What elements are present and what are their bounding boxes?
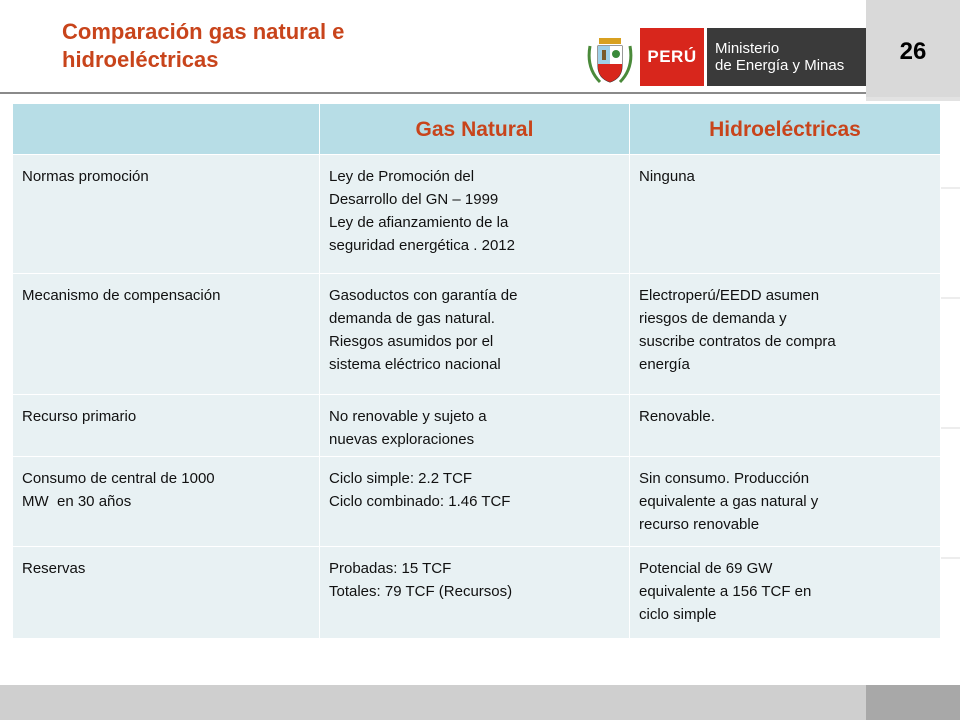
peru-label: PERÚ xyxy=(640,28,704,86)
ministry-label xyxy=(707,28,867,86)
cell-line: nuevas exploraciones xyxy=(329,431,475,448)
gas-cell xyxy=(320,274,630,395)
row-label-line: Reservas xyxy=(22,560,86,577)
row-label xyxy=(13,457,320,547)
row-label-line: Consumo de central de 1000 xyxy=(22,470,215,487)
row-label-line: Mecanismo de compensación xyxy=(22,287,221,304)
cell-line: recurso renovable xyxy=(639,516,760,533)
cell-line: No renovable y sujeto a xyxy=(329,408,487,425)
cell-line: equivalente a gas natural y xyxy=(639,493,819,510)
page-number: 26 xyxy=(899,38,927,65)
cell-line: equivalente a 156 TCF en xyxy=(639,583,812,600)
hidro-cell xyxy=(630,155,941,274)
gas-cell xyxy=(320,155,630,274)
table-row xyxy=(13,274,941,395)
hidro-cell xyxy=(630,457,941,547)
gas-cell xyxy=(320,457,630,547)
ministry-logo xyxy=(586,28,867,86)
cell-line: Potencial de 69 GW xyxy=(639,560,773,577)
cell-line: Ciclo simple: 2.2 TCF xyxy=(329,470,473,487)
gas-cell xyxy=(320,547,630,639)
peru-coat-of-arms-icon xyxy=(586,28,634,86)
cell-line: Ninguna xyxy=(639,168,695,185)
cell-line: Ley de Promoción del xyxy=(329,168,475,185)
row-label-line: Recurso primario xyxy=(22,408,137,425)
cell-line: seguridad energética . 2012 xyxy=(329,237,515,254)
hidro-cell xyxy=(630,395,941,457)
row-label xyxy=(13,547,320,639)
hidro-cell xyxy=(630,547,941,639)
cell-line: demanda de gas natural. xyxy=(329,310,495,327)
header-empty xyxy=(13,104,320,155)
cell-line: ciclo simple xyxy=(639,606,717,623)
hidro-cell xyxy=(630,274,941,395)
cell-line: Ciclo combinado: 1.46 TCF xyxy=(329,493,511,510)
row-label-line: MW en 30 años xyxy=(22,493,132,510)
row-label-line: Normas promoción xyxy=(22,168,149,185)
cell-line: suscribe contratos de compra xyxy=(639,333,836,350)
cell-line: Ley de afianzamiento de la xyxy=(329,214,509,231)
row-label xyxy=(13,395,320,457)
bottom-corner xyxy=(866,685,960,720)
cell-line: sistema eléctrico nacional xyxy=(329,356,501,373)
table-row xyxy=(13,395,941,457)
cell-line: riesgos de demanda y xyxy=(639,310,787,327)
cell-line: Renovable. xyxy=(639,408,715,425)
comparison-table xyxy=(12,103,941,639)
slide-title-line-2: hidroeléctricas xyxy=(62,47,219,72)
cell-line: Riesgos asumidos por el xyxy=(329,333,494,350)
table-row xyxy=(13,547,941,639)
header-gas-natural: Gas Natural xyxy=(320,104,630,155)
slide-title-line-1: Comparación gas natural e xyxy=(62,19,345,44)
row-label xyxy=(13,274,320,395)
table-row xyxy=(13,155,941,274)
gas-cell xyxy=(320,395,630,457)
ministry-line-1: Ministerio xyxy=(715,40,780,57)
cell-line: Probadas: 15 TCF xyxy=(329,560,452,577)
ministry-line-2: de Energía y Minas xyxy=(715,57,845,74)
bottom-bar xyxy=(0,685,866,720)
cell-line: energía xyxy=(639,356,690,373)
slide-title xyxy=(62,18,482,74)
header-hidroelectricas: Hidroeléctricas xyxy=(630,104,941,155)
row-label xyxy=(13,155,320,274)
cell-line: Totales: 79 TCF (Recursos) xyxy=(329,583,513,600)
title-divider xyxy=(0,92,866,94)
cell-line: Gasoductos con garantía de xyxy=(329,287,518,304)
cell-line: Desarrollo del GN – 1999 xyxy=(329,191,499,208)
table-row xyxy=(13,457,941,547)
table-header-row xyxy=(13,104,941,155)
cell-line: Electroperú/EEDD asumen xyxy=(639,287,820,304)
cell-line: Sin consumo. Producción xyxy=(639,470,810,487)
